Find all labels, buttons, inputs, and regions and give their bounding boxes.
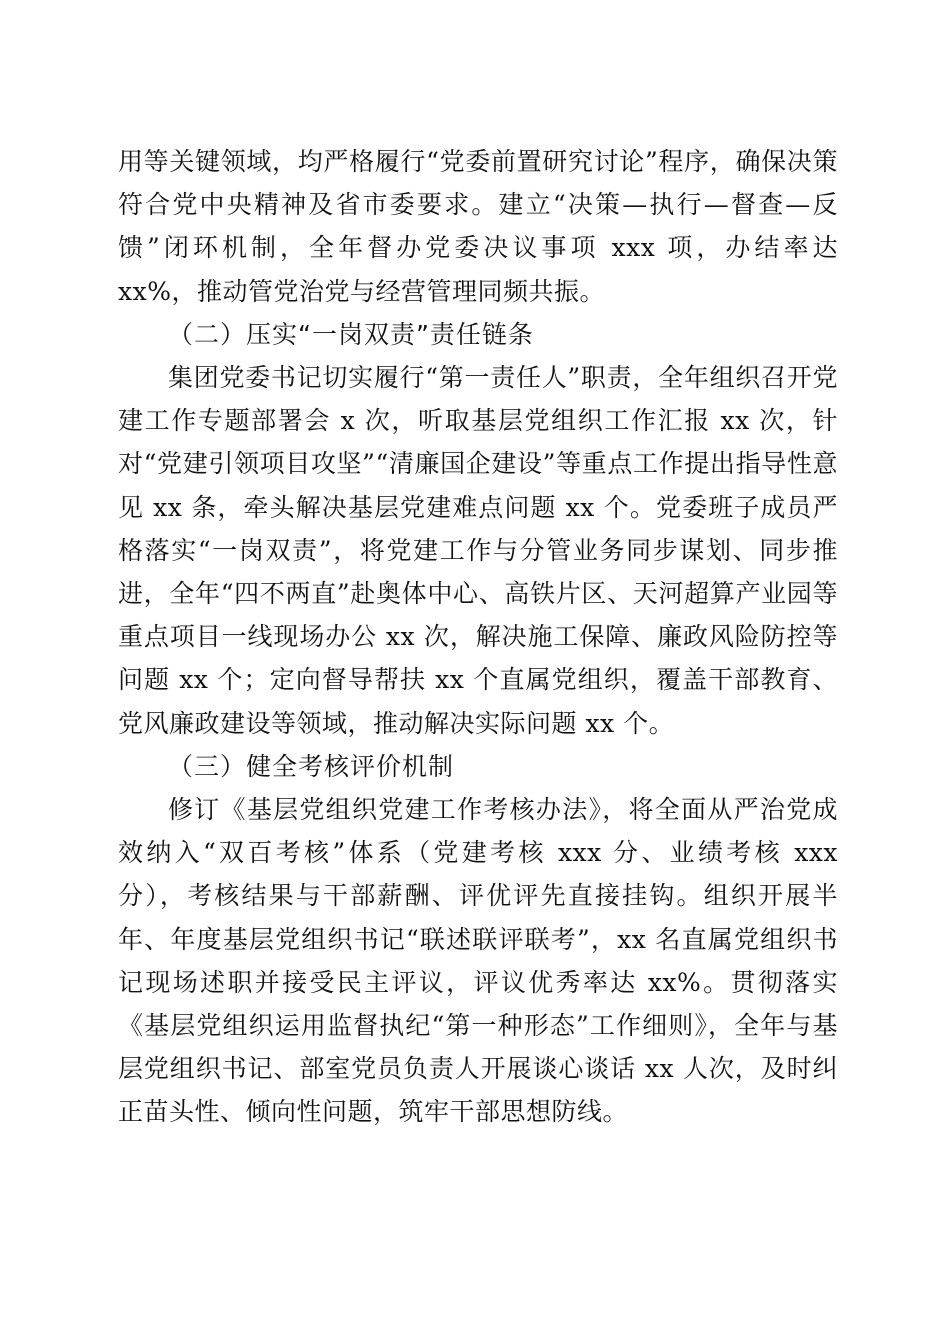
section-heading-3: （三）健全考核评价机制 bbox=[168, 751, 455, 781]
section-heading-2: （二）压实“一岗双责”责任链条 bbox=[168, 319, 534, 349]
document-body bbox=[118, 140, 838, 1134]
paragraph-assessment: 修订《基层党组织党建工作考核办法》，将全面从严治党成效纳入“双百考核”体系（党建考核 xxx 分、业绩考核 xxx 分），考核结果与干部薪酬、评优评先直接挂钩。组织开展半年、年度基层党组织书记“联述联评联考”，xx 名直属党组织书记现场述职并接受民主评议，评议优秀率达 xx%。贯彻落实《基层党组织运用监督执纪“第一种形态”工作细则》，全年与基层党组织书记、部室党员负责人开展谈心谈话 xx 人次，及时纠正苗头性、倾向性问题，筑牢干部思想防线。 bbox=[118, 795, 838, 1127]
paragraph-responsibility: 集团党委书记切实履行“第一责任人”职责，全年组织召开党建工作专题部署会 x 次，听取基层党组织工作汇报 xx 次，针对“党建引领项目攻坚”“清廉国企建设”等重点工作提出指导性意见 xx 条，牵头解决基层党建难点问题 xx 个。党委班子成员严格落实“一岗双责”，将党建工作与分管业务同步谋划、同步推进，全年“四不两直”赴奥体中心、高铁片区、天河超算产业园等重点项目一线现场办公 xx 次，解决施工保障、廉政风险防控等问题 xx 个；定向督导帮扶 xx 个直属党组织，覆盖干部教育、党风廉政建设等领域，推动解决实际问题 xx 个。 bbox=[118, 363, 838, 738]
paragraph-continuation: 用等关键领域，均严格履行“党委前置研究讨论”程序，确保决策符合党中央精神及省市委要求。建立“决策—执行—督查—反馈”闭环机制，全年督办党委决议事项 xxx 项，办结率达 xx%，推动管党治党与经营管理同频共振。 bbox=[118, 147, 838, 306]
